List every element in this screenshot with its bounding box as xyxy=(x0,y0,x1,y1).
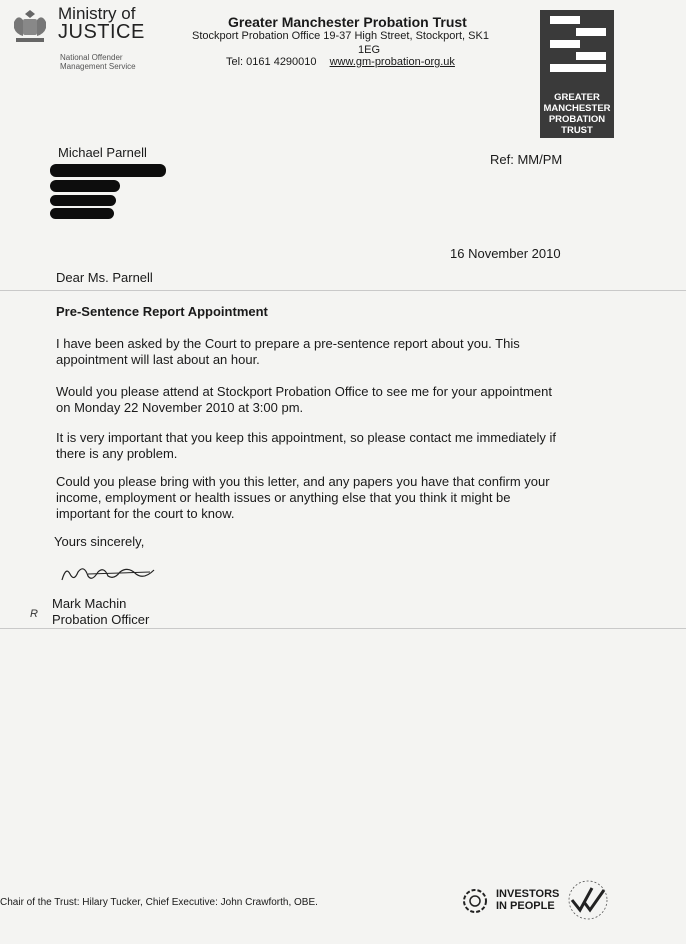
redaction-bar xyxy=(50,208,114,219)
contact-line xyxy=(226,56,455,68)
closing: Yours sincerely, xyxy=(54,534,145,549)
paper-fold xyxy=(0,290,686,291)
iip-line1: INVESTORS xyxy=(496,888,560,900)
handwritten-initials: R xyxy=(30,608,38,620)
body-paragraph: It is very important that you keep this appointment, so please contact me immediately if there is any problem. xyxy=(56,430,557,461)
moj-sub-line2: Management Service xyxy=(60,62,136,71)
body-paragraph: Could you please bring with you this letter, and any papers you have that confirm your income, employment or health issues or anything else that you think it might be important for the court to know. xyxy=(56,474,550,521)
investors-in-people-text xyxy=(496,888,559,912)
telephone: Tel: 0161 4290010 xyxy=(226,56,317,68)
salutation: Dear Ms. Parnell xyxy=(56,270,153,285)
moj-logo-text xyxy=(58,4,145,42)
royal-crest-icon xyxy=(8,6,52,46)
website-link[interactable]: www.gm-probation-org.uk xyxy=(329,56,455,68)
subject-line: Pre-Sentence Report Appointment xyxy=(56,304,268,319)
redaction-bar xyxy=(50,195,116,206)
moj-sub-line1: National Offender xyxy=(60,53,123,62)
iip-line2: IN PEOPLE xyxy=(496,900,555,912)
address-line2: 1EG xyxy=(358,44,381,56)
signer-block xyxy=(52,596,149,628)
disability-two-ticks-icon xyxy=(566,880,610,920)
paper-fold xyxy=(0,628,686,629)
letter-date: 16 November 2010 xyxy=(450,246,561,261)
logo-text-line: MANCHESTER xyxy=(543,103,611,114)
signer-name: Mark Machin xyxy=(52,596,127,611)
moj-line2: JUSTICE xyxy=(58,21,145,43)
moj-subtitle xyxy=(60,53,136,71)
logo-bar xyxy=(550,16,580,24)
investors-in-people-icon xyxy=(460,886,490,916)
trust-name: Greater Manchester Probation Trust xyxy=(228,14,467,30)
recipient-name: Michael Parnell xyxy=(58,145,147,160)
signer-title: Probation Officer xyxy=(52,612,150,627)
body-paragraph: I have been asked by the Court to prepare a pre-sentence report about you. This appointment will last about an hour. xyxy=(56,336,520,367)
logo-text-line: TRUST xyxy=(561,125,593,136)
gm-probation-logo xyxy=(540,10,614,138)
logo-bar xyxy=(576,28,606,36)
handwritten-signature xyxy=(58,560,158,588)
logo-text-line: GREATER xyxy=(554,92,600,103)
logo-text xyxy=(540,92,614,136)
logo-text-line: PROBATION xyxy=(548,114,606,125)
body-paragraph: Would you please attend at Stockport Probation Office to see me for your appointment on Monday 22 November 2010 at 3:00 pm. xyxy=(56,384,552,415)
reference: Ref: MM/PM xyxy=(490,152,563,167)
moj-line1: Ministry of xyxy=(58,4,136,23)
logo-bar xyxy=(550,40,580,48)
address-line1: Stockport Probation Office 19-37 High Street, Stockport, SK1 xyxy=(192,30,489,42)
logo-bar xyxy=(576,52,606,60)
redaction-bar xyxy=(50,164,166,177)
logo-bar xyxy=(550,64,606,72)
redaction-bar xyxy=(50,180,120,192)
footer-chair-line: Chair of the Trust: Hilary Tucker, Chief Executive: John Crawforth, OBE. xyxy=(0,897,318,908)
